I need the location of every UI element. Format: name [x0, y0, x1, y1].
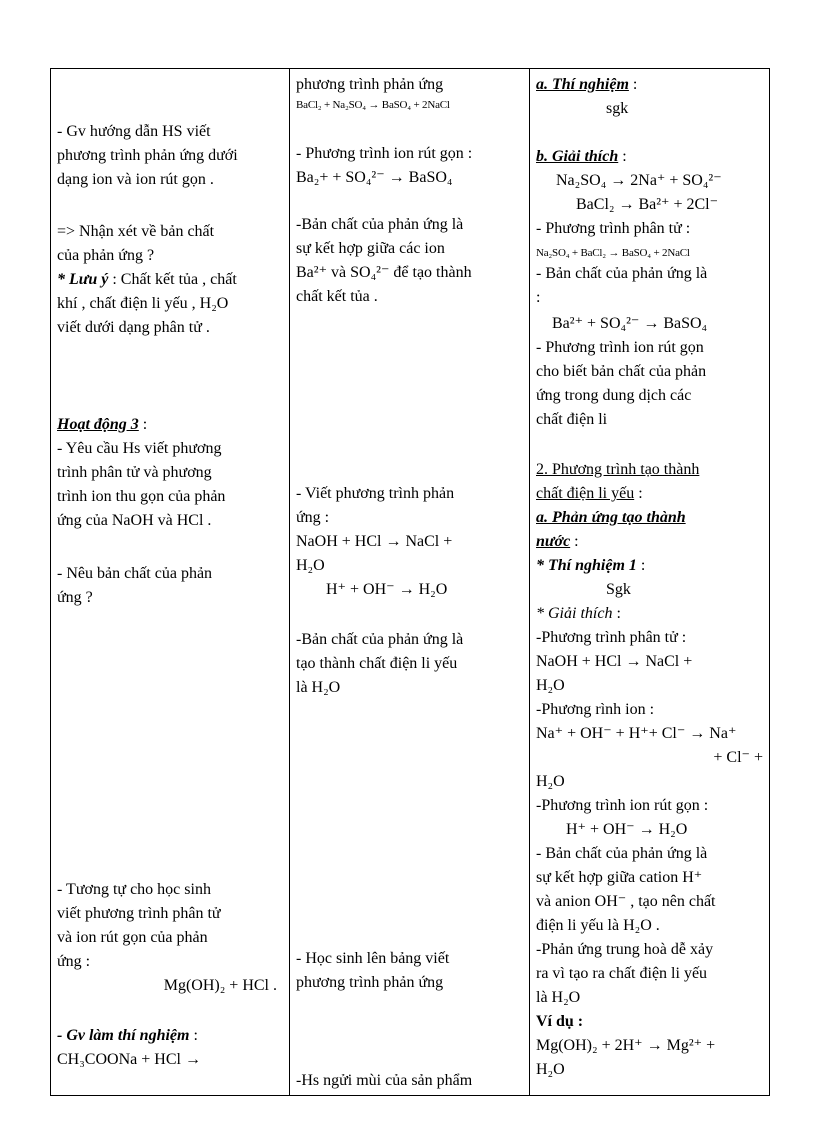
- ion-equation: Ba₂+ + SO₄²⁻ → BaSO₄: [296, 169, 453, 186]
- naoh-equation: NaOH + HCl → NaCl +: [296, 533, 453, 550]
- text-line: cho biết bản chất của phản: [536, 363, 707, 380]
- text-line: ứng ?: [57, 589, 93, 606]
- text-line: của phản ứng ?: [57, 247, 155, 264]
- ch3coona-equation: CH₃COONa + HCl →: [57, 1051, 201, 1068]
- text-line: ra vì tạo ra chất điện li yếu: [536, 965, 708, 982]
- text-line: :: [189, 1027, 198, 1044]
- h-oh-equation: H⁺ + OH⁻ → H₂O: [326, 581, 448, 598]
- text-line: :: [570, 533, 579, 550]
- nature-question: [57, 220, 285, 268]
- exp1-label: * Thí nghiệm 1: [536, 557, 637, 574]
- exp-heading: [536, 73, 765, 97]
- explain-label: b. Giải thích: [536, 148, 619, 165]
- text-line: - Bản chất của phản ứng là: [536, 845, 708, 862]
- mg-equation: Mg(OH)₂ + HCl .: [163, 977, 277, 994]
- student-block: [296, 947, 525, 995]
- nature-block: [296, 213, 525, 309]
- lesson-table: [50, 68, 770, 1096]
- example-label: Ví dụ :: [536, 1013, 584, 1030]
- section-a-title: nước: [536, 533, 571, 550]
- text-line: :: [628, 76, 638, 93]
- text-line: - Viết phương trình phản: [296, 485, 455, 502]
- text-line: và ion rút gọn của phản: [57, 929, 208, 946]
- text-line: trình phân tử và phương: [57, 464, 212, 481]
- text-line: :: [612, 605, 621, 622]
- text-line: ứng của NaOH và HCl .: [57, 512, 212, 529]
- text-line: - Nêu bản chất của phản: [57, 565, 213, 582]
- experiment-label: - Gv làm thí nghiệm: [57, 1027, 190, 1044]
- text-line: H₂O: [536, 1061, 565, 1078]
- text-line: - Yêu cầu Hs viết phương: [57, 440, 222, 457]
- text-line: H₂O: [536, 773, 565, 790]
- text-line: phương trình phản ứng: [296, 76, 444, 93]
- text-line: ứng trong dung dịch các: [536, 387, 692, 404]
- text-line: - Phương trình ion rút gọn :: [296, 145, 473, 162]
- text-line: khí , chất điện li yếu , H₂O: [57, 295, 229, 312]
- text-line: - Phương trình phân tử :: [536, 220, 691, 237]
- ion-equation: Na⁺ + OH⁻ + H⁺+ Cl⁻ → Na⁺: [536, 725, 737, 742]
- text-line: chất điện li: [536, 411, 608, 428]
- similar-task: [57, 878, 285, 998]
- bacl2-equation: BaCl₂ + Na₂SO₄ → BaSO₄ + 2NaCl: [296, 99, 450, 111]
- text-line: :: [536, 289, 541, 306]
- note-line: [57, 268, 285, 292]
- text-line: tạo thành chất điện li yếu: [296, 655, 458, 672]
- section-a-title: a. Phản ứng tạo thành: [536, 509, 686, 526]
- text-line: là H₂O: [536, 989, 581, 1006]
- nature2-block: [296, 628, 525, 700]
- text-line: - Gv hướng dẫn HS viết: [57, 123, 211, 140]
- exp-label: a. Thí nghiệm: [536, 76, 629, 93]
- text-line: dạng ion và ion rút gọn .: [57, 171, 214, 188]
- text-line: -Bản chất của phản ứng là: [296, 216, 464, 233]
- sgk-text: Sgk: [606, 581, 631, 598]
- text-line: -Phản ứng trung hoà dễ xảy: [536, 941, 714, 958]
- text-line: -Phương trình phân tử :: [536, 629, 687, 646]
- text-line: -Bản chất của phản ứng là: [296, 631, 464, 648]
- text-line: sự kết hợp giữa các ion: [296, 240, 445, 257]
- text-line: :: [634, 485, 643, 502]
- nature-equation: Ba²⁺ + SO₄²⁻ → BaSO₄: [552, 315, 708, 332]
- section2-title: 2. Phương trình tạo thành: [536, 461, 700, 478]
- activity3-block: [57, 413, 285, 533]
- exp-block: [536, 73, 765, 121]
- short-equation: H⁺ + OH⁻ → H₂O: [566, 821, 688, 838]
- text-line: là H₂O: [296, 679, 341, 696]
- text-line: :: [636, 557, 646, 574]
- text-line: :: [618, 148, 627, 165]
- text-line: chất kết tủa .: [296, 288, 378, 305]
- experiment-block: [57, 1024, 285, 1072]
- text-line: -Phương rình ion :: [536, 701, 655, 718]
- gv-guide-text: [57, 120, 285, 192]
- text-line: H₂O: [536, 677, 565, 694]
- teacher-activity-column: [51, 69, 290, 1096]
- text-line: ứng :: [296, 509, 330, 526]
- text-line: - Học sinh lên bảng viết: [296, 950, 450, 967]
- explain-heading: [536, 145, 765, 169]
- ion-equation: + Cl⁻ +: [713, 749, 763, 766]
- dissoc-equation: Na₂SO₄ → 2Na⁺ + SO₄²⁻: [556, 172, 722, 189]
- text-line: - Tương tự cho học sinh: [57, 881, 211, 898]
- content-column: [530, 69, 770, 1096]
- write-block: [296, 482, 525, 602]
- text-line: :: [138, 416, 148, 433]
- text-line: điện li yếu là H₂O .: [536, 917, 660, 934]
- example-equation: Mg(OH)₂ + 2H⁺ → Mg²⁺ +: [536, 1037, 716, 1054]
- text-line: H₂O: [296, 557, 325, 574]
- note-block: [57, 268, 285, 340]
- section2-title: chất điện li yếu: [536, 485, 635, 502]
- dissoc-equation: BaCl₂ → Ba²⁺ + 2Cl⁻: [576, 196, 719, 213]
- text-line: viết dưới dạng phân tử .: [57, 319, 210, 336]
- text-line: trình ion thu gọn của phản: [57, 488, 226, 505]
- molecular-equation: Na₂SO₄ + BaCl₂ → BaSO₄ + 2NaCl: [536, 247, 690, 259]
- text-line: sự kết hợp giữa cation H⁺: [536, 869, 703, 886]
- experiment-heading: [57, 1024, 285, 1048]
- student-activity-column: [290, 69, 530, 1096]
- activity3-title: Hoạt động 3: [57, 416, 139, 433]
- text-line: Ba²⁺ và SO₄²⁻ để tạo thành: [296, 264, 472, 281]
- text-line: và anion OH⁻ , tạo nên chất: [536, 893, 716, 910]
- molecular-equation: NaOH + HCl → NaCl +: [536, 653, 693, 670]
- eq-title-block: [296, 73, 525, 97]
- text-line: ứng :: [57, 953, 91, 970]
- note-label: * Lưu ý: [57, 271, 109, 288]
- text-line: - Phương trình ion rút gọn: [536, 339, 704, 356]
- text-line: viết phương trình phân tử: [57, 905, 221, 922]
- explain2-label: * Giải thích: [536, 605, 613, 622]
- nature-block: [536, 262, 765, 432]
- text-line: phương trình phản ứng: [296, 974, 444, 991]
- smell-text: -Hs ngửi mùi của sản phẩm: [296, 1072, 473, 1089]
- explain-block: [536, 145, 765, 241]
- text-line: phương trình phản ứng dưới: [57, 147, 238, 164]
- activity3-heading: [57, 413, 285, 437]
- text-line: : Chất kết tủa , chất: [108, 271, 237, 288]
- ion-block: [296, 142, 525, 190]
- nature-question-2: [57, 562, 285, 610]
- text-line: -Phương trình ion rút gọn :: [536, 797, 709, 814]
- section2-block: [536, 458, 765, 1082]
- text-line: - Bản chất của phản ứng là: [536, 265, 708, 282]
- text-line: => Nhận xét về bản chất: [57, 223, 215, 240]
- sgk-text: sgk: [606, 100, 629, 117]
